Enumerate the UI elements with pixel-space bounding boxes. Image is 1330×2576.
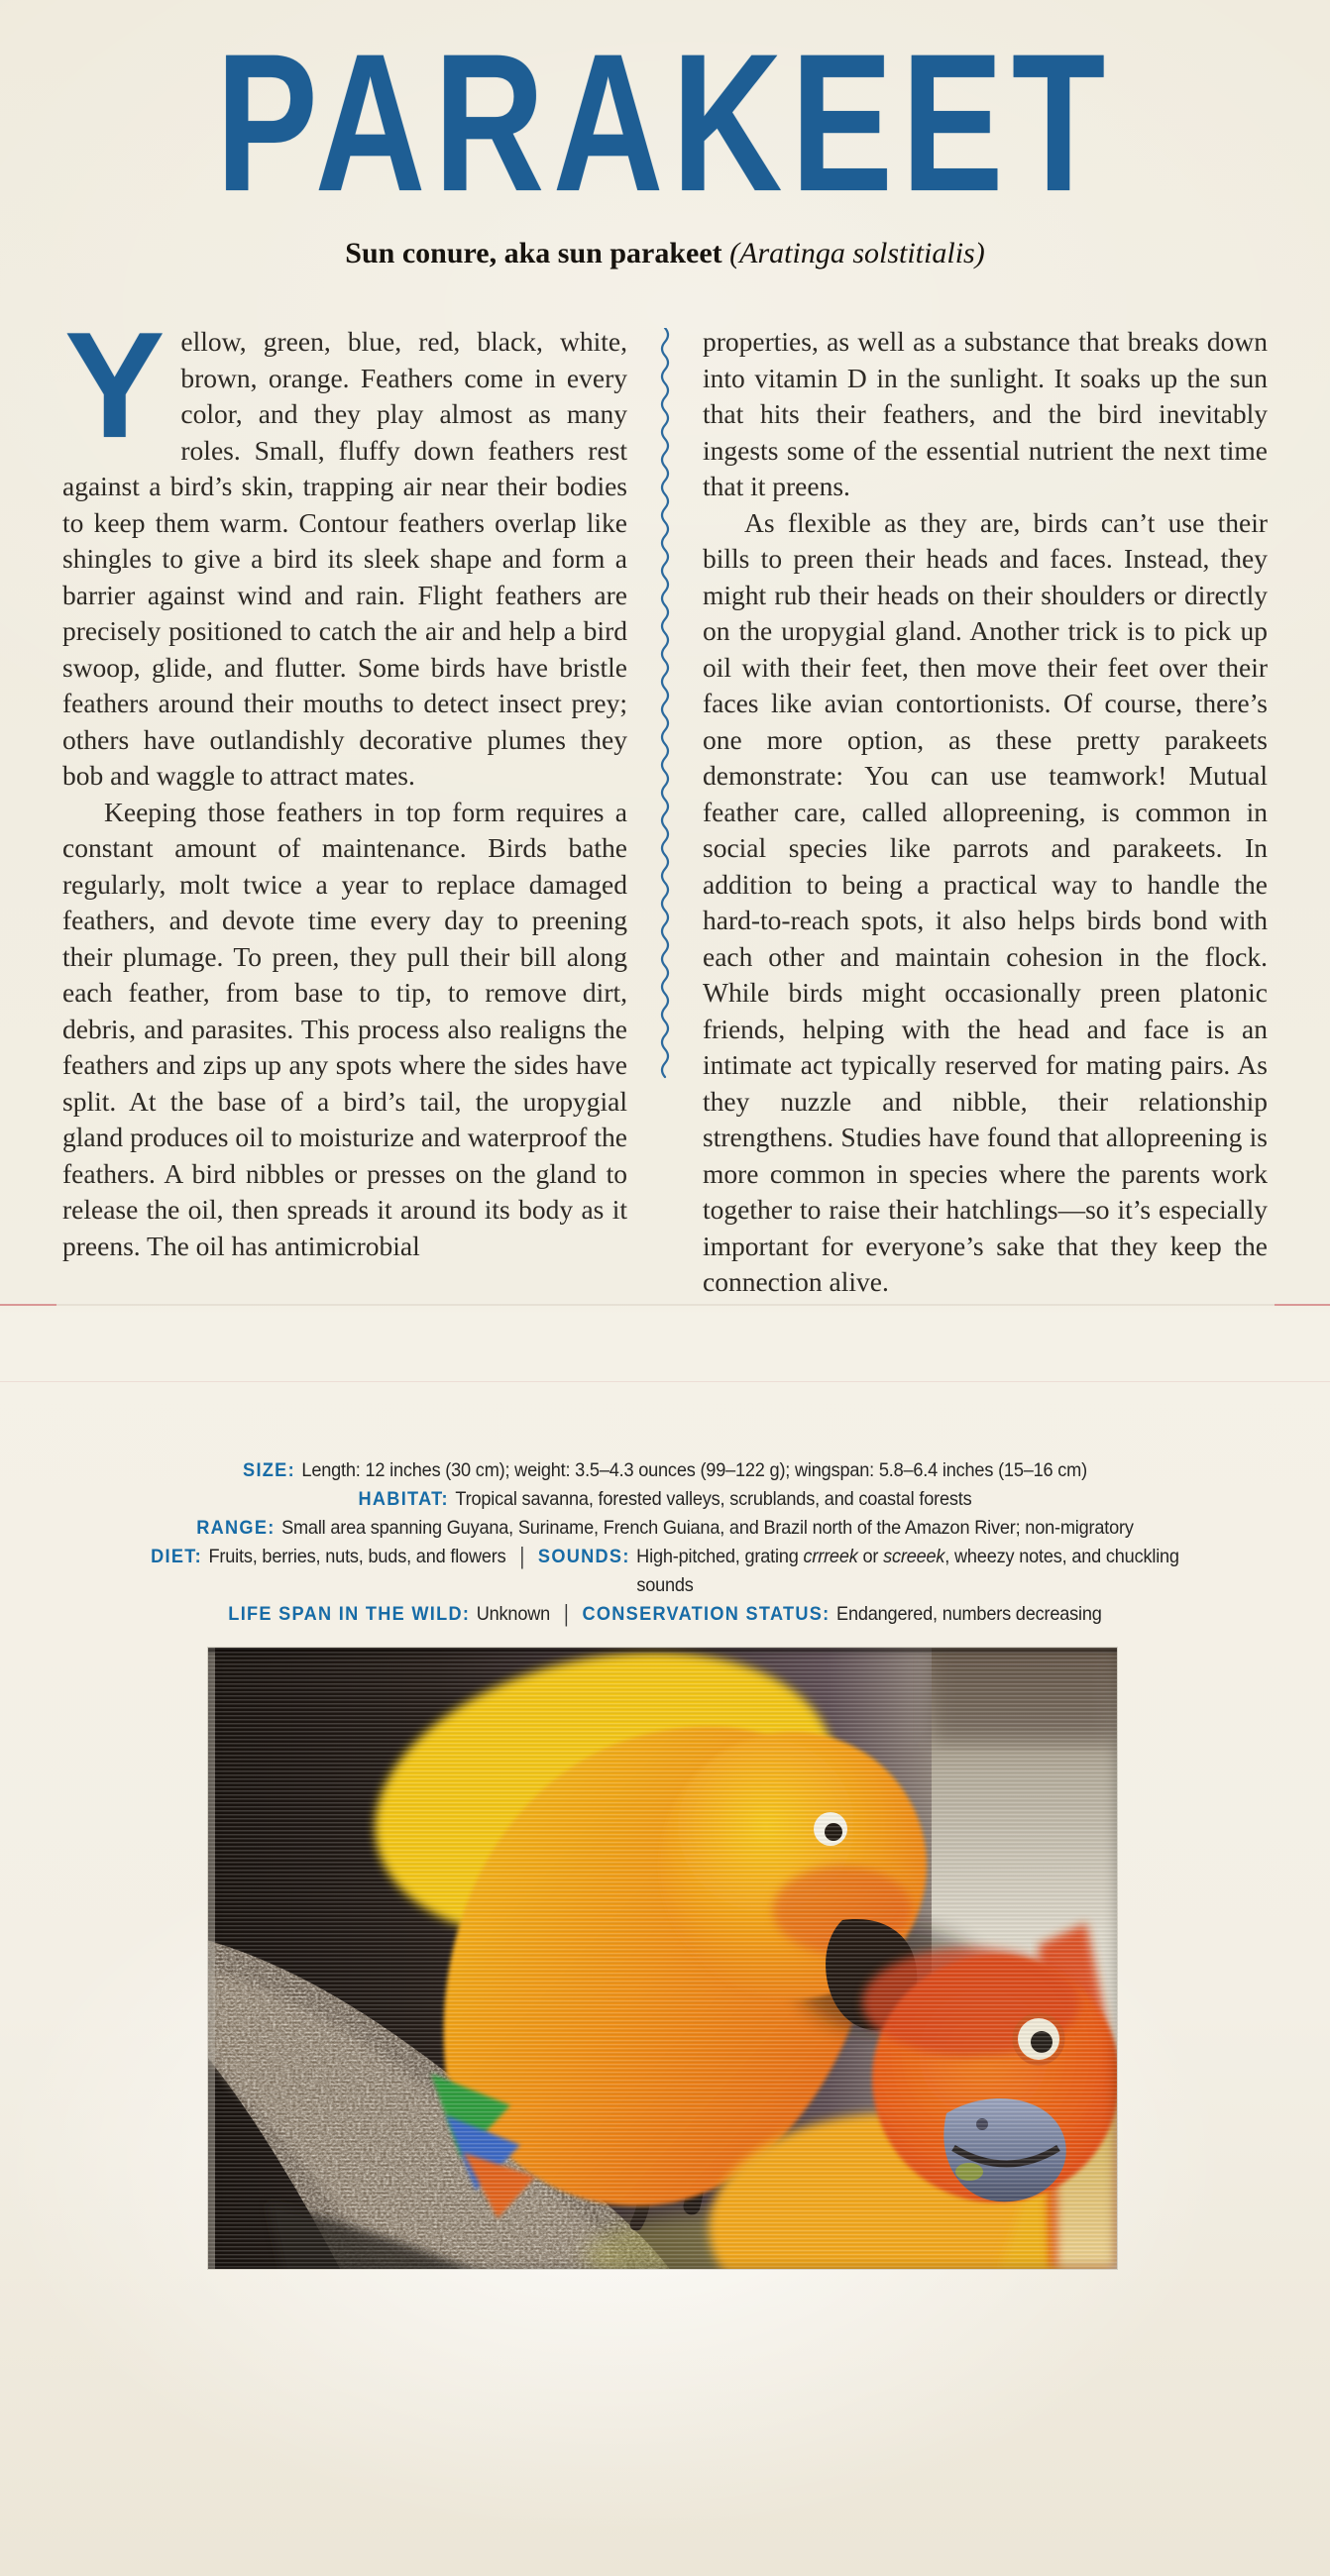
paragraph-2: Keeping those feathers in top form requires a constant amount of maintenance. Birds bathe regularly, molt twice a year to replace damaged feathers, and devote time every day to preening their plumage. To preen, they pull their bill along each feather, from base to tip, to remove dirt, debris, and parasites. This process also realigns the feathers and zips up any spots where the sides have split. At the base of a bird’s tail, the uropygial gland produces oil to moisturize and waterproof the feathers. A bird nibbles or presses on the gland to release the oil, then spreads it around its body as it preens. The oil has antimicrobial bbox=[62, 796, 627, 1261]
conservation-value: Endangered, numbers decreasing bbox=[836, 1603, 1102, 1625]
divider-bar: | bbox=[519, 1543, 524, 1570]
conservation-label: CONSERVATION STATUS: bbox=[582, 1603, 831, 1625]
range-value: Small area spanning Guyana, Suriname, French Guiana, and Brazil north of the Amazon River; non-migratory bbox=[281, 1517, 1134, 1539]
sounds-call-1: crrreek bbox=[803, 1546, 858, 1567]
paragraph-1 bbox=[62, 301, 627, 795]
column-divider bbox=[627, 324, 703, 1301]
sounds-call-2: screeek bbox=[883, 1546, 945, 1567]
squiggle-divider-line bbox=[659, 328, 671, 1081]
fact-line-range bbox=[140, 1514, 1190, 1543]
page-title bbox=[0, 13, 1330, 232]
page-seam-faint bbox=[0, 1381, 1330, 1382]
habitat-label: HABITAT: bbox=[358, 1488, 449, 1510]
diet-label: DIET: bbox=[151, 1546, 202, 1567]
sounds-value-mid: or bbox=[857, 1546, 884, 1567]
sounds-value-pre: High-pitched, grating bbox=[636, 1546, 804, 1567]
sounds-label: SOUNDS: bbox=[537, 1546, 630, 1567]
title-text: PARAKEET bbox=[216, 13, 1114, 232]
size-label: SIZE: bbox=[243, 1459, 295, 1481]
fact-line-lifespan-conservation bbox=[140, 1600, 1190, 1629]
fact-line-diet-sounds bbox=[140, 1543, 1190, 1600]
subtitle bbox=[0, 237, 1330, 270]
article-column-left bbox=[62, 301, 627, 1301]
parakeet-photo bbox=[208, 1648, 1117, 2269]
subtitle-scientific-name: (Aratinga solstitialis) bbox=[729, 237, 985, 269]
drop-cap: Y bbox=[64, 301, 166, 470]
paragraph-2-continued: properties, as well as a substance that breaks down into vitamin D in the sunlight. It soaks up the sun that hits their feathers, and the bird inevitably ingests some of the essential nutrient the next time that it preens. bbox=[703, 326, 1268, 501]
sounds-value-post: , wheezy notes, and chuckling sounds bbox=[636, 1546, 1179, 1596]
page-seam bbox=[0, 1304, 1330, 1306]
diet-value: Fruits, berries, nuts, buds, and flowers bbox=[208, 1546, 506, 1567]
subtitle-common-name: Sun conure, aka sun parakeet bbox=[345, 237, 730, 269]
article-columns bbox=[62, 301, 1268, 1301]
divider-bar: | bbox=[563, 1600, 569, 1628]
size-value: Length: 12 inches (30 cm); weight: 3.5–4.3 ounces (99–122 g); wingspan: 5.8–6.4 inches (15–16 cm) bbox=[301, 1459, 1087, 1481]
article-column-right bbox=[703, 324, 1268, 1301]
paragraph-1-text: ellow, green, blue, red, black, white, brown, orange. Feathers come in every color, and they play almost as many roles. Small, fluffy down feathers rest against a bird’s skin, trapping air near their bodies to keep them warm. Contour feathers overlap like shingles to give a bird its sleek shape and form a barrier against wind and rain. Flight feathers are precisely positioned to catch the air and help a bird swoop, glide, and flutter. Some birds have bristle feathers around their mouths to detect insect prey; others have outlandishly decorative plumes they bob and waggle to attract mates. bbox=[62, 326, 627, 791]
sounds-value bbox=[636, 1546, 1179, 1596]
habitat-value: Tropical savanna, forested valleys, scrublands, and coastal forests bbox=[455, 1488, 972, 1510]
life-span-label: LIFE SPAN IN THE WILD: bbox=[228, 1603, 471, 1625]
life-span-value: Unknown bbox=[476, 1603, 551, 1625]
paragraph-3: As flexible as they are, birds can’t use their bills to preen their heads and faces. Instead, they might rub their heads on their shoulders or directly on the uropygial gland. Another trick is to pick up oil with their feet, then move their feet over their faces like avian contortionists. Of course, there’s one more option, as these pretty parakeets demonstrate: You can use teamwork! Mutual feather care, called allopreening, is common in social species like parrots and parakeets. In addition to being a practical way to handle the hard-to-reach spots, it also helps birds bond with each other and maintain cohesion in the flock. While birds might occasionally preen platonic friends, helping with the head and face is an intimate act typically reserved for mating pairs. As they nuzzle and nibble, their relationship strengthens. Studies have found that allopreening is more common in species where the parents work together to raise their hatchlings—so it’s especially important for everyone’s sake that they keep the connection alive. bbox=[703, 506, 1268, 1297]
fact-line-habitat bbox=[140, 1485, 1190, 1514]
fact-line-size bbox=[140, 1456, 1190, 1485]
parakeet-photo-illustration bbox=[208, 1648, 1117, 2269]
range-label: RANGE: bbox=[196, 1517, 276, 1539]
facts-block bbox=[140, 1456, 1190, 1629]
